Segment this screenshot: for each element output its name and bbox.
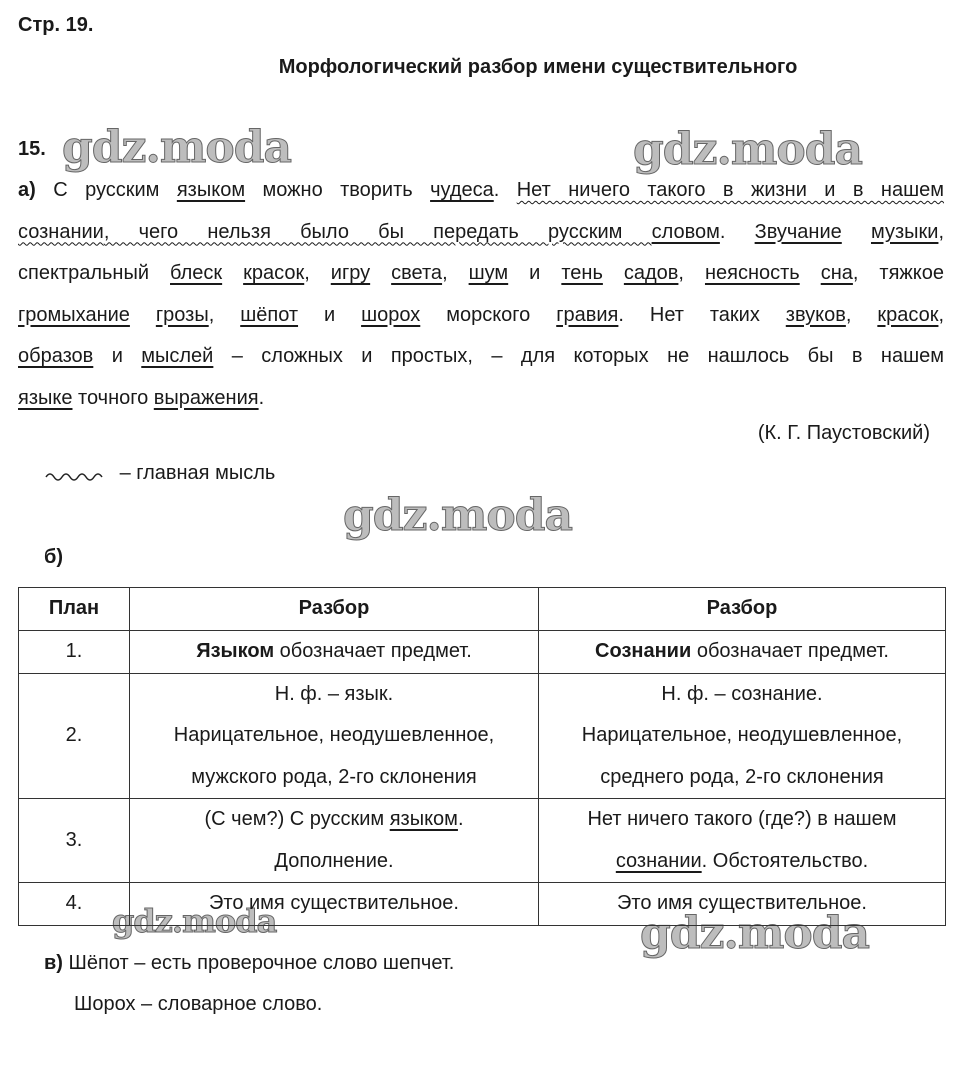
part-v-label: в): [44, 952, 63, 974]
text-segment: точного: [72, 386, 154, 409]
text-segment: [130, 304, 156, 326]
bold-word: Сознании: [595, 640, 692, 662]
cell-line: [136, 841, 532, 883]
cell-line: [545, 715, 939, 757]
underlined-word: блеск: [170, 262, 223, 284]
text-segment: Нет ничего такого (где?) в нашем: [587, 808, 897, 830]
analysis-cell: [539, 799, 946, 883]
text-segment: и: [298, 303, 362, 326]
underlined-word: сна: [820, 262, 853, 284]
underlined-word: образов: [18, 345, 94, 367]
cell-line: [545, 757, 939, 799]
cell-line: [136, 757, 532, 799]
text-segment: . Обстоятельство.: [701, 849, 869, 872]
part-v-line-1: [44, 952, 454, 975]
underlined-word: шорох: [361, 303, 421, 326]
text-line: [18, 212, 944, 254]
text-segment: Н. ф. – сознание.: [661, 682, 823, 705]
underlined-word: громыхание: [18, 303, 130, 326]
legend-text: – главная мысль: [119, 462, 276, 484]
text-segment: – сложных и простых, – для которых не нашлось бы в нашем: [213, 345, 944, 367]
page-title: Морфологический разбор имени существительного: [278, 56, 798, 78]
text-segment: морского: [420, 303, 557, 326]
cell-line: [545, 631, 939, 673]
underlined-word: чудеса: [430, 179, 494, 201]
underlined-word: звуков: [785, 303, 846, 326]
text-segment: [222, 262, 243, 284]
text-segment: [603, 262, 624, 284]
text-line: [18, 295, 944, 337]
cell-line: [545, 883, 939, 925]
underlined-word: музыки: [870, 220, 939, 243]
watermark: gdz.moda: [62, 122, 292, 173]
text-segment: и: [93, 345, 142, 367]
part-v-line-2: Шорох – словарное слово.: [74, 993, 323, 1015]
text-segment: .: [719, 220, 755, 243]
text-segment: ,: [304, 262, 331, 284]
header-analysis-1: Разбор: [130, 588, 539, 631]
text-segment: Дополнение.: [274, 849, 394, 872]
watermark: gdz.moda: [112, 902, 277, 940]
cell-line: [136, 674, 532, 716]
underlined-word: грозы: [155, 303, 209, 326]
underlined-word: света: [391, 262, 443, 284]
main-idea-text: сознании: [18, 220, 104, 243]
underlined-word: неясность: [704, 262, 800, 284]
cell-line: [545, 674, 939, 716]
underlined-word: языке: [18, 386, 73, 409]
text-segment: .: [493, 179, 517, 201]
underlined-word: Звучание: [754, 220, 842, 243]
text-segment: Н. ф. – язык.: [274, 682, 394, 705]
plan-cell: 4.: [19, 883, 130, 926]
analysis-cell: [539, 631, 946, 674]
bold-word: Языком: [196, 640, 275, 662]
text-line: [18, 170, 944, 212]
header-plan: План: [19, 588, 130, 631]
text-segment: Нарицательное, неодушевленное,: [581, 724, 903, 746]
cell-line: [545, 841, 939, 883]
cell-line: [136, 715, 532, 757]
text-segment: [800, 262, 821, 284]
text-segment: , тяжкое: [852, 262, 945, 284]
underlined-word: садов: [623, 262, 679, 284]
text-segment: . Нет таких: [618, 303, 786, 326]
cell-line: [136, 799, 532, 841]
text-segment: ,: [442, 262, 469, 284]
table-row: [19, 883, 946, 926]
underlined-word: мыслей: [141, 345, 214, 367]
text-segment: (С чем?) С русским: [204, 808, 390, 830]
watermark: gdz.moda: [640, 908, 870, 959]
text-segment: ,: [845, 303, 878, 326]
wavy-line-icon: [44, 467, 108, 483]
underlined-word: гравия: [556, 303, 619, 326]
text-segment: мужского рода, 2-го склонения: [191, 765, 477, 788]
underlined-word: красок: [877, 303, 939, 326]
watermark: gdz.moda: [343, 490, 573, 541]
analysis-cell: [130, 883, 539, 926]
analysis-cell: [130, 799, 539, 883]
main-idea-text: , чего нельзя было бы передать русским: [103, 220, 652, 243]
text-segment: ,: [678, 262, 705, 284]
plan-cell: 2.: [19, 673, 130, 799]
text-segment: ,: [938, 303, 944, 326]
underlined-word: выражения: [153, 386, 259, 409]
text-line: [18, 336, 944, 378]
underlined-word: языком: [389, 808, 458, 830]
exercise-number: 15.: [18, 138, 46, 160]
text-segments: [53, 179, 944, 201]
underlined-word: шёпот: [240, 303, 299, 326]
text-segment: обозначает предмет.: [274, 640, 472, 662]
page-number: Стр. 19.: [18, 14, 94, 36]
underlined-word: красок: [243, 262, 305, 284]
underlined-word: тень: [561, 262, 603, 284]
part-a-text: [18, 170, 944, 419]
analysis-table: [18, 587, 946, 926]
watermark: gdz.moda: [633, 124, 863, 175]
author: (К. Г. Паустовский): [757, 422, 930, 444]
cell-line: [136, 631, 532, 673]
analysis-cell: [130, 631, 539, 674]
text-line: [18, 253, 944, 295]
cell-line: [545, 799, 939, 841]
text-segment: [842, 221, 871, 243]
text-segment: Это имя существительное.: [209, 892, 459, 914]
part-b-label: б): [44, 546, 64, 568]
plan-cell: 1.: [19, 631, 130, 674]
legend: [44, 462, 275, 485]
text-segment: .: [457, 808, 464, 830]
text-segment: спектральный: [18, 262, 171, 284]
analysis-cell: [539, 883, 946, 926]
text-segment: обозначает предмет.: [691, 640, 889, 662]
text-segment: Это имя существительное.: [617, 892, 867, 914]
underlined-word: сознании: [615, 849, 702, 872]
underlined-word: языком: [176, 179, 246, 201]
header-analysis-2: Разбор: [539, 588, 946, 631]
table-row: [19, 799, 946, 883]
table-row: [19, 631, 946, 674]
cell-line: [136, 883, 532, 925]
text-segment: и: [508, 262, 562, 284]
analysis-cell: [539, 673, 946, 799]
part-v-text: Шёпот – есть проверочное слово шепчет.: [68, 952, 455, 974]
text-line: [18, 378, 944, 420]
text-segment: С русским: [53, 179, 177, 201]
text-segment: ,: [938, 220, 944, 243]
table-row: [19, 673, 946, 799]
underlined-word: словом: [651, 220, 720, 243]
underlined-word: шум: [468, 262, 509, 284]
text-segment: можно творить: [245, 179, 431, 201]
text-segment: .: [258, 386, 265, 409]
part-a-label: а): [18, 179, 36, 201]
plan-cell: 3.: [19, 799, 130, 883]
analysis-cell: [130, 673, 539, 799]
text-segment: [370, 262, 391, 284]
main-idea-text: Нет ничего такого в жизни и в нашем: [516, 179, 945, 201]
text-segment: среднего рода, 2-го склонения: [600, 765, 884, 788]
underlined-word: игру: [330, 262, 371, 284]
text-segment: Нарицательное, неодушевленное,: [173, 724, 495, 746]
text-segment: ,: [208, 303, 241, 326]
